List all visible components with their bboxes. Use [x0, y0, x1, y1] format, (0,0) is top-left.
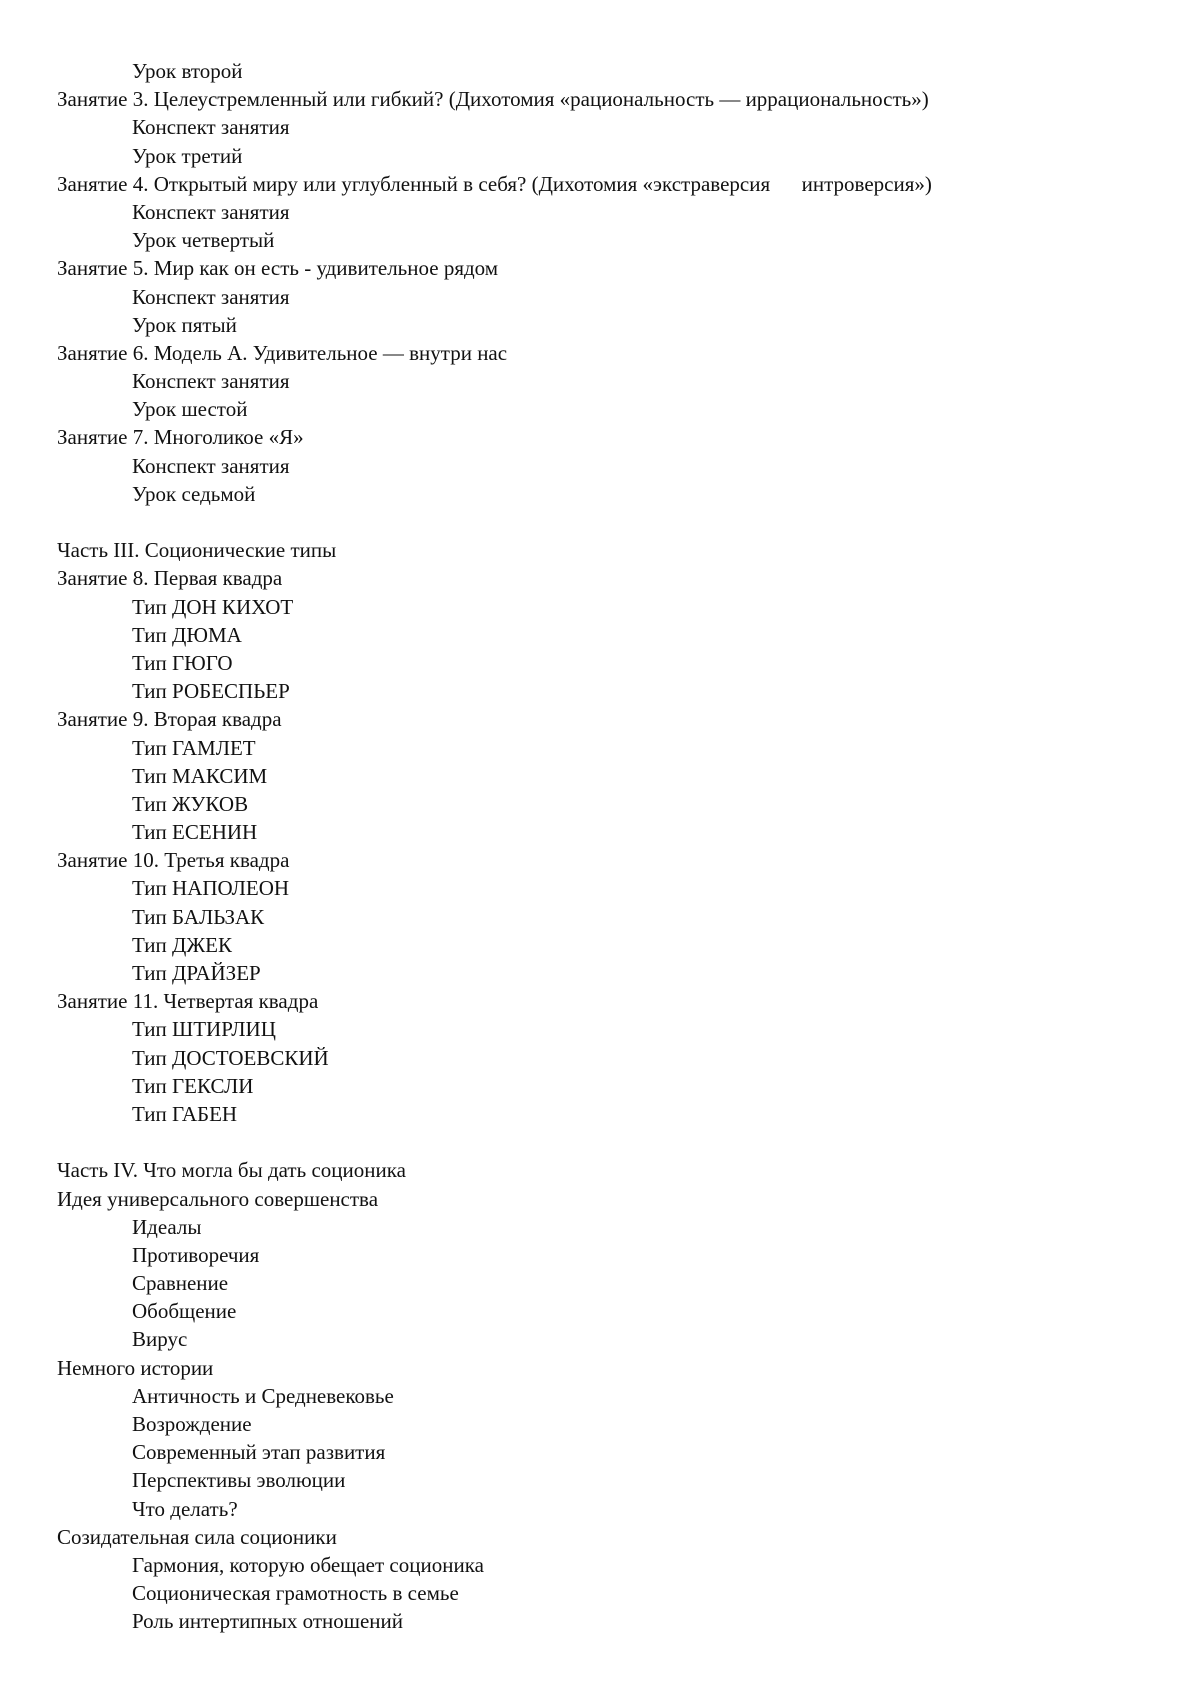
toc-subitem: Сравнение [132, 1271, 229, 1296]
toc-subitem: Урок третий [132, 143, 243, 168]
table-of-contents [57, 57, 1157, 1636]
toc-heading: Занятие 4. Открытый миру или углубленный в себя? (Дихотомия «экстраверсия интроверсия») [57, 171, 932, 196]
toc-heading: Занятие 5. Мир как он есть - удивительное рядом [57, 256, 499, 281]
toc-subitem: Конспект занятия [132, 453, 290, 478]
toc-subitem: Тип ШТИРЛИЦ [132, 1017, 276, 1042]
toc-subitem: Современный этап развития [132, 1440, 386, 1465]
toc-subitem: Тип НАПОЛЕОН [132, 876, 290, 901]
toc-subitem: Гармония, которую обещает соционика [132, 1552, 484, 1577]
toc-heading: Созидательная сила соционики [57, 1524, 337, 1549]
toc-heading: Занятие 6. Модель А. Удивительное — внутри нас [57, 340, 508, 365]
toc-subitem: Конспект занятия [132, 199, 290, 224]
toc-subitem: Идеалы [132, 1214, 202, 1239]
toc-subitem: Роль интертипных отношений [132, 1609, 403, 1634]
toc-subitem: Тип ГЮГО [132, 650, 233, 675]
toc-subitem: Вирус [132, 1327, 188, 1352]
toc-subitem: Перспективы эволюции [132, 1468, 346, 1493]
toc-heading: Часть III. Соционические типы [57, 538, 337, 563]
toc-heading: Занятие 11. Четвертая квадра [57, 989, 319, 1014]
toc-subitem: Конспект занятия [132, 284, 290, 309]
toc-subitem: Урок второй [132, 59, 243, 83]
toc-heading: Занятие 8. Первая квадра [57, 566, 283, 591]
toc-subitem: Тип ГАБЕН [132, 1101, 238, 1126]
toc-subitem: Урок пятый [132, 312, 237, 337]
toc-subitem: Соционическая грамотность в семье [132, 1581, 459, 1606]
toc-subitem: Тип РОБЕСПЬЕР [132, 679, 290, 704]
toc-heading: Немного истории [57, 1355, 214, 1380]
toc-subitem: Возрождение [132, 1412, 252, 1436]
toc-heading: Занятие 7. Многоликое «Я» [57, 425, 304, 450]
toc-subitem: Тип ДЮМА [132, 622, 242, 647]
toc-subitem: Урок четвертый [132, 228, 275, 253]
toc-heading: Часть IV. Что могла бы дать соционика [57, 1158, 406, 1183]
toc-subitem: Что делать? [132, 1496, 238, 1521]
toc-subitem: Тип ГЕКСЛИ [132, 1073, 254, 1098]
blank-line [57, 508, 1157, 536]
toc-subitem: Тип МАКСИМ [132, 763, 268, 788]
toc-heading: Занятие 10. Третья квадра [57, 848, 290, 873]
toc-subitem: Тип ДОН КИХОТ [132, 594, 294, 619]
toc-subitem: Античность и Средневековье [132, 1383, 394, 1408]
toc-subitem: Обобщение [132, 1299, 237, 1324]
toc-subitem: Тип ДРАЙЗЕР [132, 961, 261, 985]
toc-heading: Занятие 3. Целеустремленный или гибкий? (Дихотомия «рациональность — иррациональность») [57, 87, 929, 112]
toc-subitem: Тип ЕСЕНИН [132, 820, 258, 845]
toc-subitem: Тип ЖУКОВ [132, 791, 249, 816]
blank-line [57, 1128, 1157, 1156]
toc-subitem: Конспект занятия [132, 369, 290, 394]
toc-subitem: Тип ДЖЕК [132, 932, 233, 957]
toc-subitem: Тип БАЛЬЗАК [132, 904, 265, 929]
toc-heading: Занятие 9. Вторая квадра [57, 707, 282, 732]
toc-subitem: Урок шестой [132, 397, 248, 422]
toc-heading: Идея универсального совершенства [57, 1186, 379, 1211]
toc-subitem: Противоречия [132, 1242, 260, 1267]
toc-subitem: Конспект занятия [132, 115, 290, 140]
toc-subitem: Тип ГАМЛЕТ [132, 735, 256, 760]
toc-subitem: Тип ДОСТОЕВСКИЙ [132, 1045, 329, 1070]
toc-subitem: Урок седьмой [132, 481, 256, 506]
